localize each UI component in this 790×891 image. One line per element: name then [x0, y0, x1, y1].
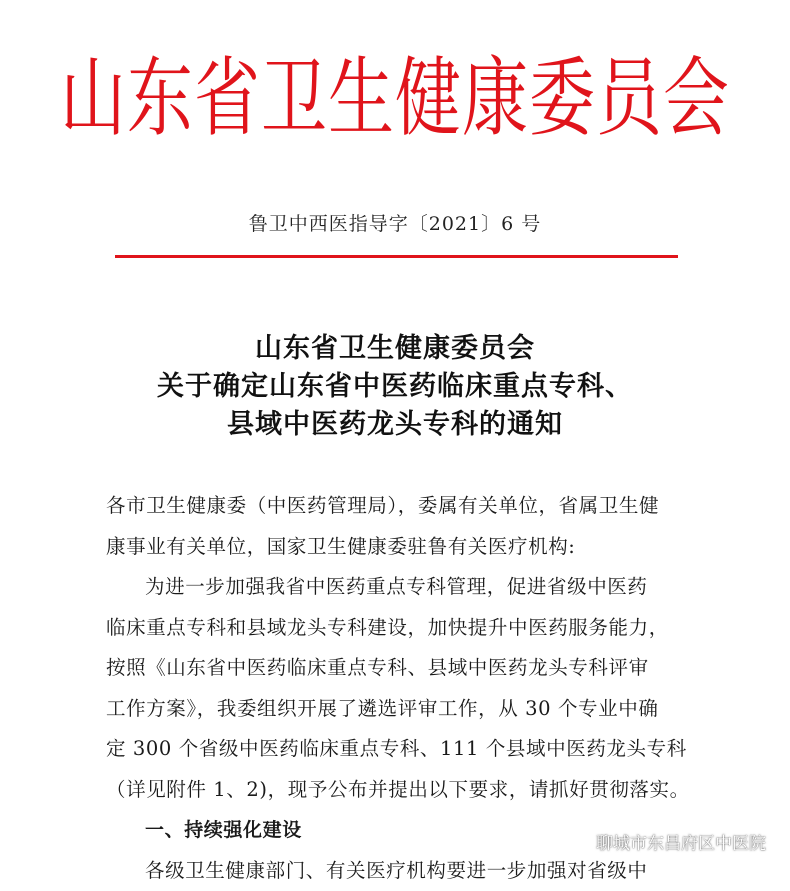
red-divider-line: [115, 255, 678, 258]
paragraph-line: （详见附件 1、2)，现予公布并提出以下要求，请抓好贯彻落实。: [106, 770, 688, 811]
title-line-2: 关于确定山东省中医药临床重点专科、: [0, 368, 790, 406]
account-watermark: [562, 826, 766, 856]
document-number: 鲁卫中西医指导字〔2021〕6 号: [0, 210, 790, 238]
watermark-text: 聊城市东昌府区中医院: [596, 829, 766, 854]
paragraph-line: 定 300 个省级中医药临床重点专科、111 个县域中医药龙头专科: [106, 729, 688, 770]
paragraph-line: 按照《山东省中医药临床重点专科、县域中医药龙头专科评审: [106, 648, 688, 689]
paragraph-line: 工作方案》，我委组织开展了遴选评审工作，从 30 个专业中确: [106, 689, 688, 730]
wechat-icon: [562, 829, 590, 853]
title-line-1: 山东省卫生健康委员会: [0, 330, 790, 368]
paragraph-line: 各级卫生健康部门、有关医疗机构要进一步加强对省级中: [106, 851, 688, 891]
addressee-line: 各市卫生健康委（中医药管理局），委属有关单位，省属卫生健: [106, 486, 688, 527]
paragraph-line: 临床重点专科和县域龙头专科建设，加快提升中医药服务能力，: [106, 608, 688, 649]
paragraph-line: 为进一步加强我省中医药重点专科管理，促进省级中医药: [106, 567, 688, 608]
document-title: [0, 330, 790, 444]
section-heading: 一、持续强化建设: [106, 810, 688, 851]
title-line-3: 县域中医药龙头专科的通知: [0, 406, 790, 444]
addressee-line: 康事业有关单位，国家卫生健康委驻鲁有关医疗机构:: [106, 527, 688, 568]
issuing-authority-header: 山东省卫生健康委员会: [0, 34, 790, 164]
